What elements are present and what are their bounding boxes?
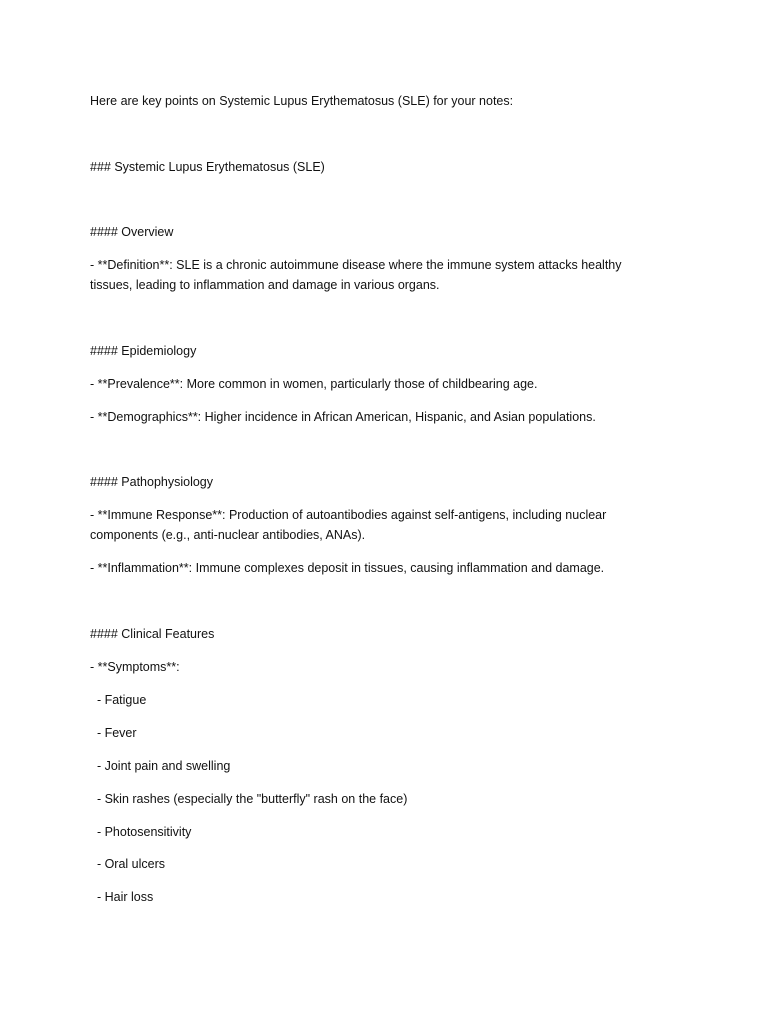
intro-text: Here are key points on Systemic Lupus Erythematosus (SLE) for your notes: — [90, 94, 514, 108]
immune-response-item: - **Immune Response**: Production of autoantibodies against self-antigens, including nuclear components (e.g., anti-nuclear antibodies, ANAs). — [90, 508, 610, 542]
definition-item: - **Definition**: SLE is a chronic autoimmune disease where the immune system attacks healthy tissues, leading to inflammation and damage in various organs. — [90, 258, 625, 292]
demographics-item: - **Demographics**: Higher incidence in African American, Hispanic, and Asian populations. — [90, 410, 596, 424]
symptom-item: - Hair loss — [90, 890, 154, 904]
epidemiology-heading: #### Epidemiology — [90, 344, 197, 358]
symptom-item: - Fatigue — [90, 693, 147, 707]
symptoms-label: - **Symptoms**: — [90, 660, 180, 674]
inflammation-item: - **Inflammation**: Immune complexes deposit in tissues, causing inflammation and damage. — [90, 561, 605, 575]
symptom-item: - Oral ulcers — [90, 857, 166, 871]
document-title: ### Systemic Lupus Erythematosus (SLE) — [90, 160, 325, 174]
prevalence-item: - **Prevalence**: More common in women, particularly those of childbearing age. — [90, 377, 538, 391]
clinical-features-heading: #### Clinical Features — [90, 627, 215, 641]
symptom-item: - Photosensitivity — [90, 825, 192, 839]
symptom-item: - Joint pain and swelling — [90, 759, 231, 773]
overview-heading: #### Overview — [90, 225, 174, 239]
symptom-item: - Skin rashes (especially the "butterfly" rash on the face) — [90, 792, 408, 806]
pathophysiology-heading: #### Pathophysiology — [90, 475, 214, 489]
symptom-item: - Fever — [90, 726, 137, 740]
